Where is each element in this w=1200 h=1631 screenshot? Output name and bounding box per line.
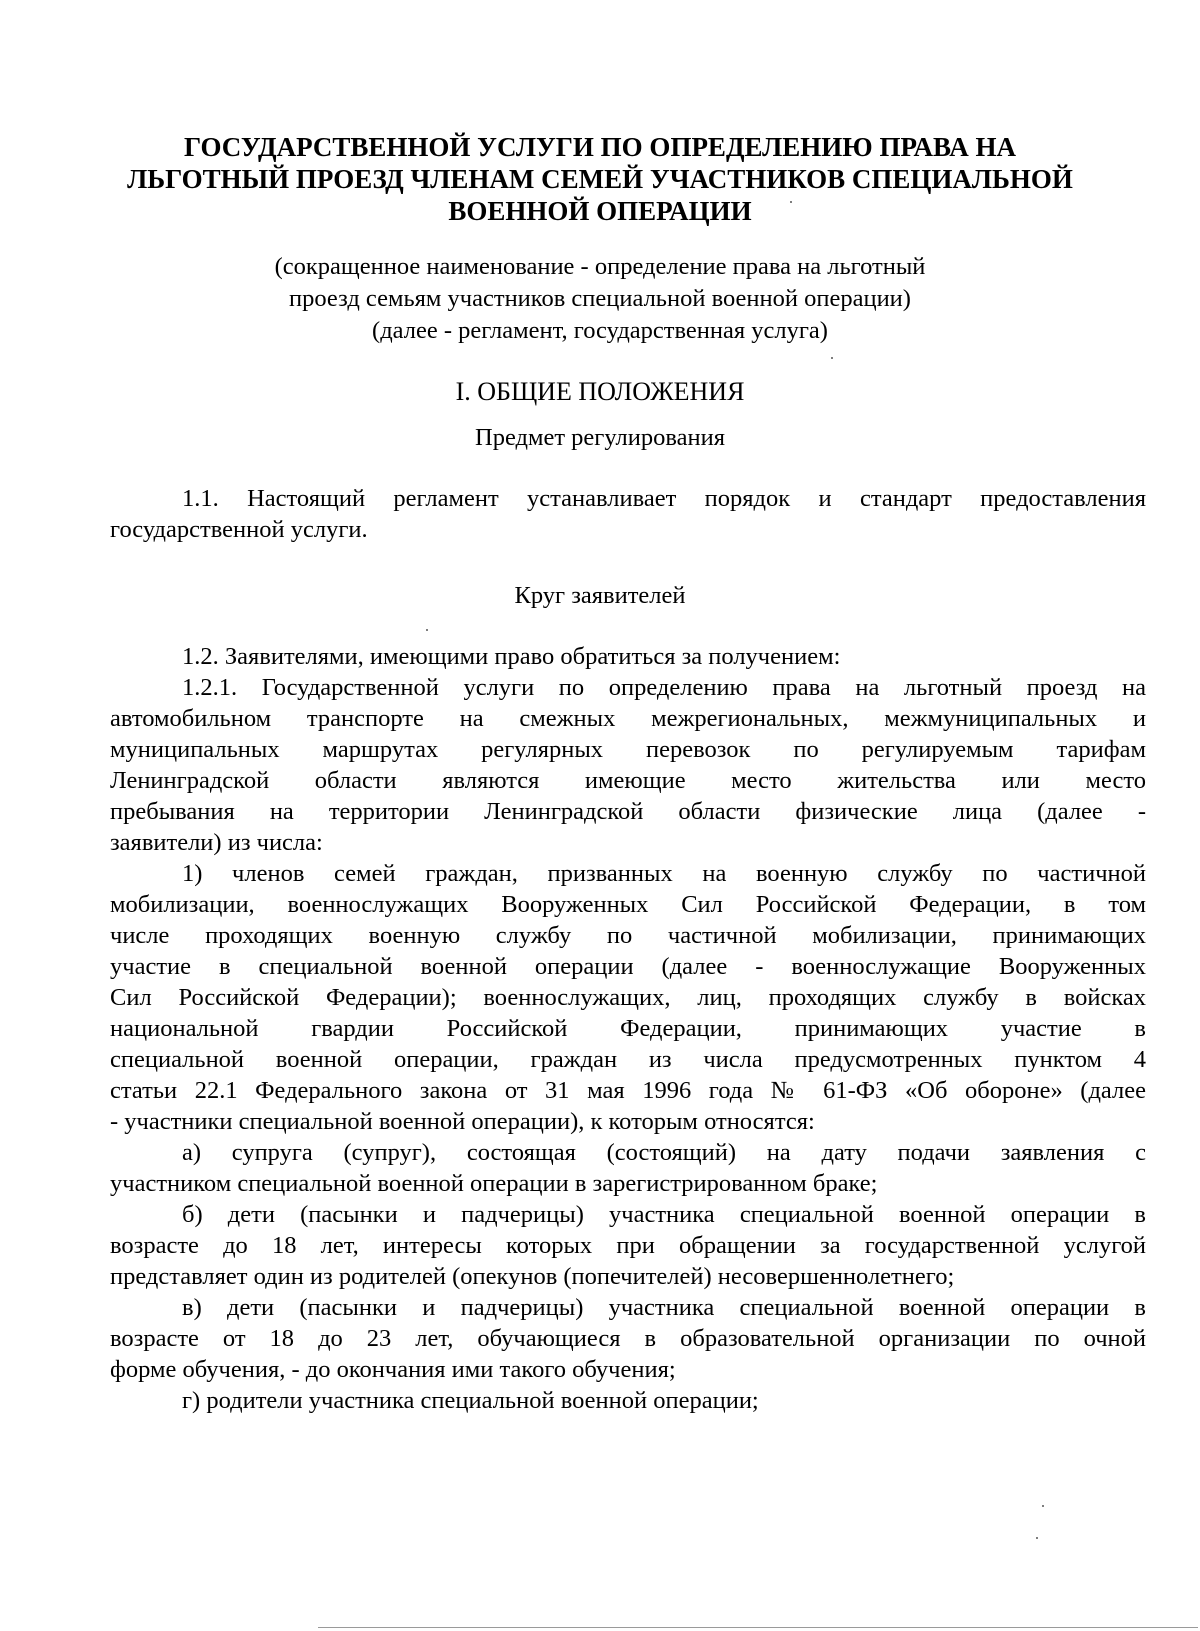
- document-title: [100, 131, 1100, 227]
- paragraph-line: участником специальной военной операции в зарегистрированном браке;: [110, 1170, 878, 1197]
- paragraph-line: заявители) из числа:: [110, 829, 323, 856]
- paragraph-1-2: [110, 641, 1146, 1416]
- paragraph-line: представляет один из родителей (опекунов (попечителей) несовершеннолетнего;: [110, 1263, 955, 1290]
- applicants-heading: Круг заявителей: [514, 582, 686, 609]
- paragraph-line: государственной услуги.: [110, 516, 368, 543]
- paragraph-line: - участники специальной военной операции), к которым относятся:: [110, 1108, 815, 1135]
- paragraph-line: в) дети (пасынки и падчерицы) участника специальной военной операции в: [182, 1294, 1146, 1321]
- paragraph-line: числе проходящих военную службу по частичной мобилизации, принимающих: [110, 922, 1146, 949]
- paragraph-line: национальной гвардии Российской Федерации, принимающих участие в: [110, 1015, 1146, 1042]
- paragraph-line: автомобильном транспорте на смежных межрегиональных, межмуниципальных и: [110, 705, 1146, 732]
- paragraph-line: Ленинградской области являются имеющие место жительства или место: [110, 767, 1146, 794]
- paragraph-1-1: [110, 483, 1146, 545]
- paragraph-line: 1.2. Заявителями, имеющими право обратиться за получением:: [182, 643, 841, 670]
- scan-speck: [1042, 1505, 1044, 1507]
- title-line: ГОСУДАРСТВЕННОЙ УСЛУГИ ПО ОПРЕДЕЛЕНИЮ ПРАВА НА: [183, 132, 1017, 162]
- subtitle-line: проезд семьям участников специальной военной операции): [289, 285, 911, 312]
- paragraph-line: 1) членов семей граждан, призванных на военную службу по частичной: [182, 860, 1146, 887]
- subject-heading: Предмет регулирования: [475, 424, 725, 451]
- paragraph-line: муниципальных маршрутах регулярных перевозок по регулируемым тарифам: [110, 736, 1146, 763]
- scan-speck: [426, 629, 428, 631]
- scan-edge-line: [318, 1627, 1198, 1628]
- paragraph-line: участие в специальной военной операции (далее - военнослужащие Вооруженных: [110, 953, 1146, 980]
- title-line: ВОЕННОЙ ОПЕРАЦИИ: [448, 196, 752, 226]
- paragraph-line: статьи 22.1 Федерального закона от 31 мая 1996 года № 61-ФЗ «Об обороне» (далее: [110, 1077, 1146, 1104]
- subtitle-line: (сокращенное наименование - определение права на льготный: [274, 253, 926, 280]
- paragraph-line: б) дети (пасынки и падчерицы) участника специальной военной операции в: [182, 1201, 1146, 1228]
- paragraph-line: а) супруга (супруг), состоящая (состоящий) на дату подачи заявления с: [182, 1139, 1146, 1166]
- paragraph-line: мобилизации, военнослужащих Вооруженных Сил Российской Федерации, в том: [110, 891, 1146, 918]
- paragraph-line: 1.1. Настоящий регламент устанавливает порядок и стандарт предоставления: [182, 485, 1146, 512]
- document-subtitle: [100, 251, 1100, 347]
- paragraph-line: г) родители участника специальной военной операции;: [182, 1387, 759, 1414]
- title-line: ЛЬГОТНЫЙ ПРОЕЗД ЧЛЕНАМ СЕМЕЙ УЧАСТНИКОВ СПЕЦИАЛЬНОЙ: [127, 164, 1073, 194]
- paragraph-line: возрасте до 18 лет, интересы которых при обращении за государственной услугой: [110, 1232, 1146, 1259]
- scan-speck: [831, 357, 833, 359]
- subtitle-line: (далее - регламент, государственная услуга): [372, 317, 828, 344]
- scan-speck: [1036, 1537, 1038, 1539]
- section-heading: I. ОБЩИЕ ПОЛОЖЕНИЯ: [455, 377, 745, 406]
- paragraph-line: форме обучения, - до окончания ими такого обучения;: [110, 1356, 676, 1383]
- scan-speck: [790, 201, 792, 203]
- paragraph-line: Сил Российской Федерации); военнослужащих, лиц, проходящих службу в войсках: [110, 984, 1146, 1011]
- paragraph-line: специальной военной операции, граждан из числа предусмотренных пунктом 4: [110, 1046, 1146, 1073]
- paragraph-line: пребывания на территории Ленинградской области физические лица (далее -: [110, 798, 1146, 825]
- paragraph-line: возрасте от 18 до 23 лет, обучающиеся в образовательной организации по очной: [110, 1325, 1146, 1352]
- paragraph-line: 1.2.1. Государственной услуги по определению права на льготный проезд на: [182, 674, 1146, 701]
